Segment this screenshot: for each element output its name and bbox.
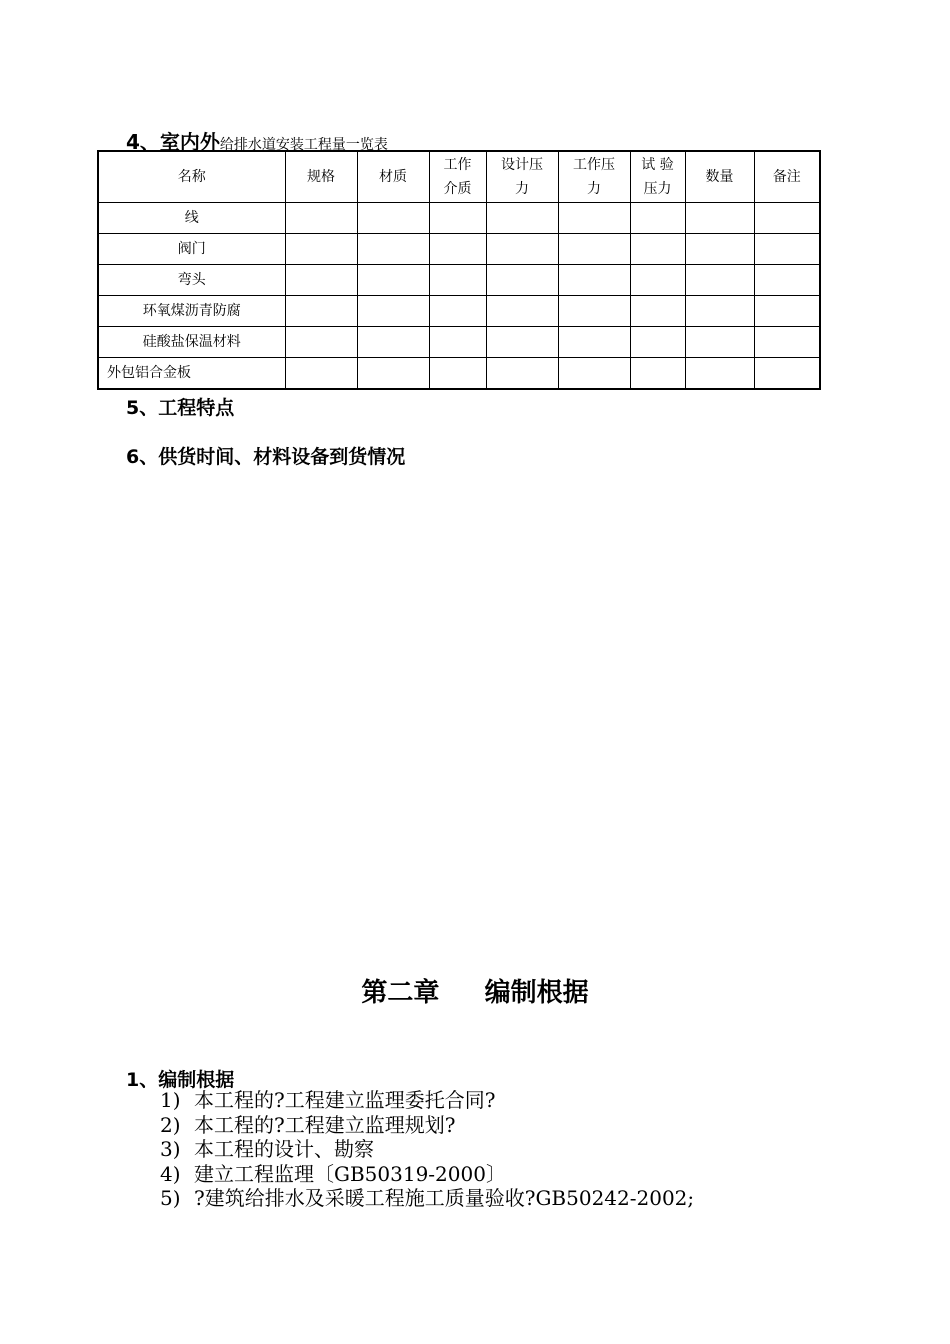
section-6-heading: 6、供货时间、材料设备到货情况 [126, 446, 406, 468]
row-name: 硅酸盐保温材料 [98, 327, 285, 358]
list-text: 本工程的设计、勘察 [194, 1137, 374, 1161]
list-number: 2) [160, 1112, 181, 1137]
table-row [98, 296, 820, 327]
table-header-row [98, 151, 820, 203]
list-item [160, 1137, 694, 1162]
list-item [160, 1113, 694, 1138]
list-text: 建立工程监理〔GB50319-2000〕 [194, 1161, 506, 1186]
list-number: 3) [160, 1137, 181, 1161]
header-design-pressure: 设计压力 [486, 151, 558, 203]
section-5-heading: 5、工程特点 [126, 397, 235, 419]
list-number: 1) [160, 1088, 181, 1112]
row-name: 外包铝合金板 [98, 358, 285, 390]
list-text: ?建筑给排水及采暖工程施工质量验收?GB50242-2002; [194, 1186, 695, 1210]
table-row [98, 203, 820, 234]
header-test-pressure: 试 验压力 [630, 151, 685, 203]
table-row [98, 358, 820, 390]
chapter-title: 第二章 编制根据 [361, 978, 589, 1008]
header-work-pressure: 工作压力 [558, 151, 630, 203]
list-text: 本工程的?工程建立监理委托合同? [194, 1088, 496, 1112]
row-name: 弯头 [98, 265, 285, 296]
list-number: 5) [160, 1186, 181, 1210]
row-name: 线 [98, 203, 285, 234]
basis-list [160, 1088, 694, 1211]
basis-heading: 1、编制根据 [126, 1069, 235, 1091]
list-item [160, 1186, 694, 1211]
header-spec: 规格 [285, 151, 357, 203]
section-4-number: 4、室内外 [126, 130, 220, 154]
row-name: 阀门 [98, 234, 285, 265]
header-quantity: 数量 [685, 151, 754, 203]
row-name: 环氧煤沥青防腐 [98, 296, 285, 327]
list-text: 本工程的?工程建立监理规划? [194, 1112, 456, 1137]
table-row [98, 327, 820, 358]
list-number: 4) [160, 1161, 181, 1186]
list-item [160, 1088, 694, 1113]
header-medium: 工作介质 [429, 151, 486, 203]
table-row [98, 265, 820, 296]
section-4-title: 给排水道安装工程量一览表 [219, 137, 388, 153]
table-row [98, 234, 820, 265]
quantity-table [97, 150, 821, 390]
header-name: 名称 [98, 151, 285, 203]
list-item [160, 1162, 694, 1187]
header-material: 材质 [357, 151, 429, 203]
header-remarks: 备注 [754, 151, 820, 203]
